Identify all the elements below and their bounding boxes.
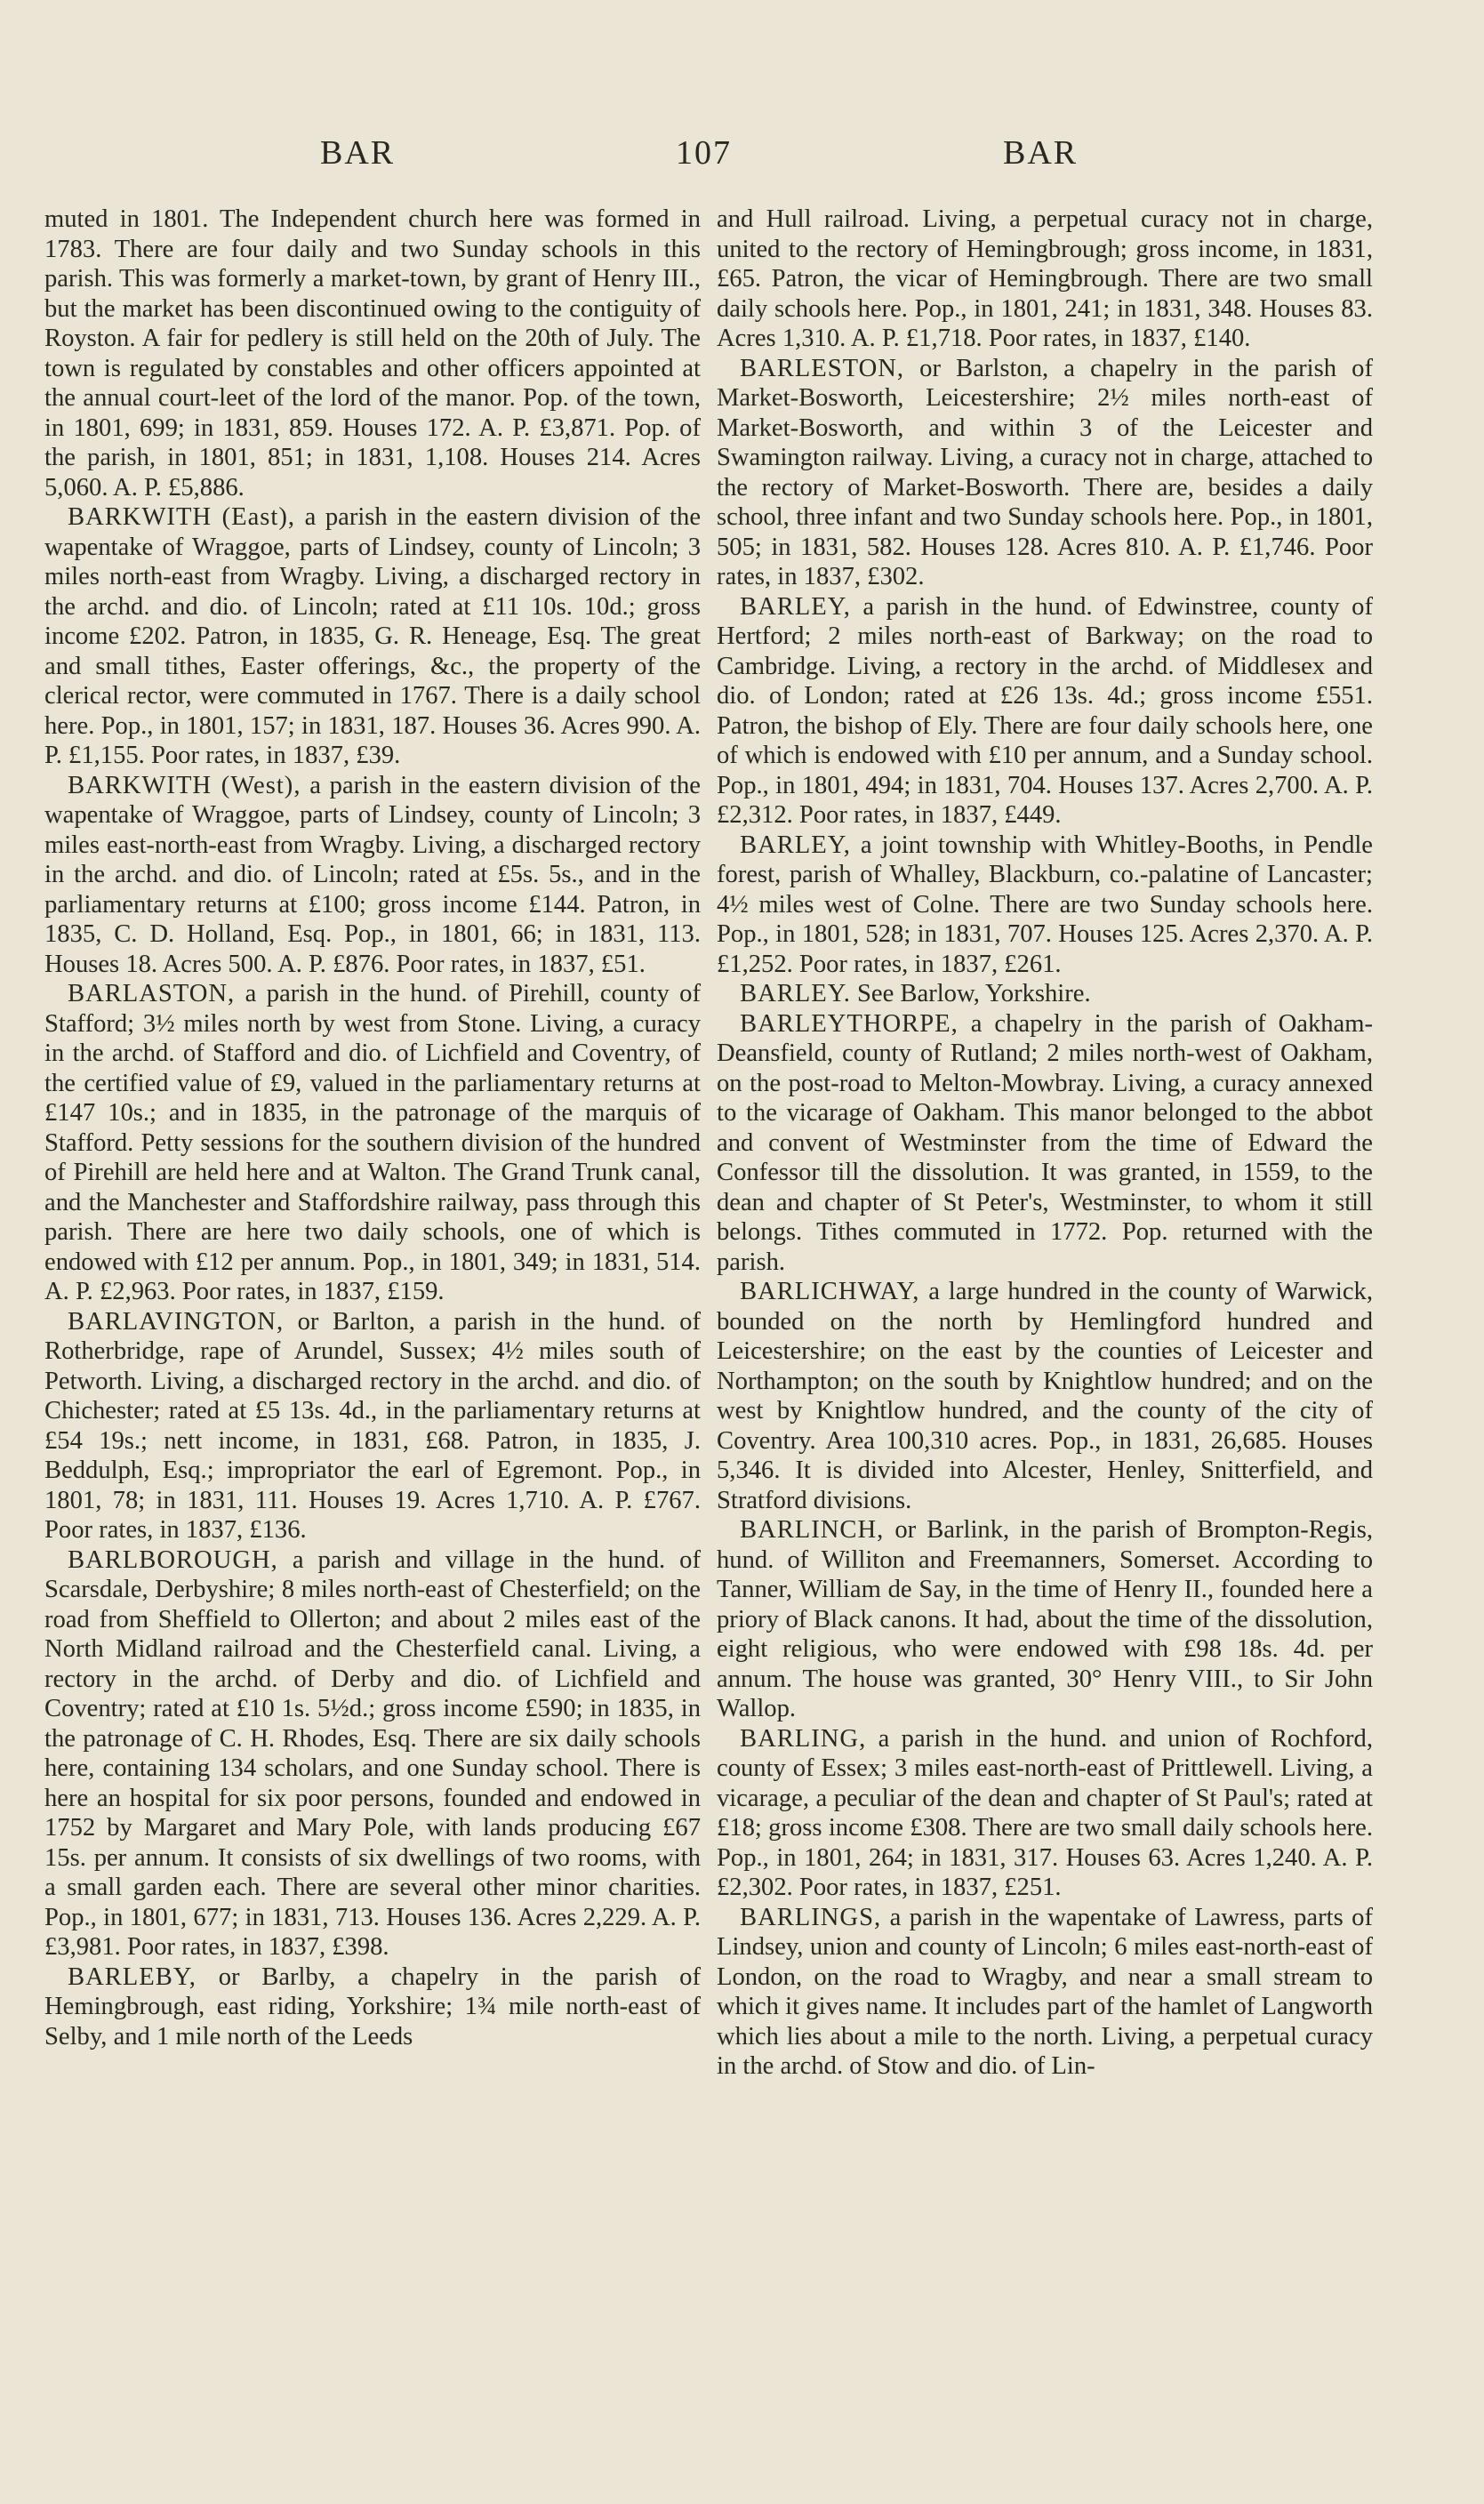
entry-headword: BARLESTON, xyxy=(740,354,905,382)
entry-headword: BARLINGS, xyxy=(740,1903,882,1931)
left-column xyxy=(44,205,701,2051)
page-number: 107 xyxy=(676,134,732,172)
entry-headword: BARLEBY, xyxy=(68,1962,197,1991)
gazetteer-entry xyxy=(717,831,1373,980)
gazetteer-entry xyxy=(44,502,701,771)
gazetteer-entry xyxy=(717,979,1373,1009)
entry-text: a parish in the eastern division of the wapentake of Wraggoe, parts of Lindsey, county of Lincoln; 3 miles east-north-east from Wragby. Living, a discharged rectory in the archd. and dio. of Lincoln; rated at £5s. 5s., and in the parliamentary returns at £100; gross income £144. Patron, in 1835, C. D. Holland, Esq. Pop., in 1801, 66; in 1831, 113. Houses 18. Acres 500. A. P. £876. Poor rates, in 1837, £51. xyxy=(44,771,701,978)
gazetteer-entry xyxy=(717,1515,1373,1724)
entry-text: a parish and village in the hund. of Scarsdale, Derbyshire; 8 miles north-east of Chesterfield; on the road from Sheffield to Ollerton; and about 2 miles east of the North Midland railroad and the Chesterfield canal. Living, a rectory in the archd. of Derby and dio. of Lichfield and Coventry; rated at £10 1s. 5½d.; gross income £590; in 1835, in the patronage of C. H. Rhodes, Esq. There are six daily schools here, containing 134 scholars, and one Sunday school. There is here an hospital for six poor persons, founded and endowed in 1752 by Margaret and Mary Pole, with lands producing £67 15s. per annum. It consists of six dwellings of two rooms, with a small garden each. There are several other minor charities. Pop., in 1801, 677; in 1831, 713. Houses 136. Acres 2,229. A. P. £3,981. Poor rates, in 1837, £398. xyxy=(44,1545,701,1961)
gazetteer-entry xyxy=(717,1903,1373,2082)
entry-text: a parish in the hund. and union of Rochford, county of Essex; 3 miles east-north-east of Prittlewell. Living, a vicarage, a peculiar of the dean and chapter of St Paul's; rated at £18; gross income £308. There are two small daily schools here. Pop., in 1801, 264; in 1831, 317. Houses 63. Acres 1,240. A. P. £2,302. Poor rates, in 1837, £251. xyxy=(717,1724,1373,1901)
entry-text: muted in 1801. The Independent church here was formed in 1783. There are four daily and two Sunday schools in this parish. This was formerly a market-town, by grant of Henry III., but the market has been discontinued owing to the contiguity of Royston. A fair for pedlery is still held on the 20th of July. The town is regulated by constables and other officers appointed at the annual court-leet of the lord of the manor. Pop. of the town, in 1801, 699; in 1831, 859. Houses 172. A. P. £3,871. Pop. of the parish, in 1801, 851; in 1831, 1,108. Houses 214. Acres 5,060. A. P. £5,886. xyxy=(44,205,701,502)
gazetteer-entry xyxy=(717,1009,1373,1278)
entry-headword: BARKWITH (West), xyxy=(68,771,301,799)
entry-text: a chapelry in the parish of Oakham-Deansfield, county of Rutland; 2 miles north-west of Oakham, on the post-road to Melton-Mowbray. Living, a curacy annexed to the vicarage of Oakham. This manor belonged to the abbot and convent of Westminster from the time of Edward the Confessor till the dissolution. It was granted, in 1559, to the dean and chapter of St Peter's, Westminster, to whom it still belongs. Tithes commuted in 1772. Pop. returned with the parish. xyxy=(717,1009,1373,1276)
entry-text: or Barlink, in the parish of Brompton-Regis, hund. of Williton and Freemanners, Somerset. According to Tanner, William de Say, in the time of Henry II., founded here a priory of Black canons. It had, about the time of the dissolution, eight religious, who were endowed with £98 18s. 4d. per annum. The house was granted, 30° Henry VIII., to Sir John Wallop. xyxy=(717,1516,1373,1722)
entry-headword: BARLAVINGTON, xyxy=(68,1307,285,1336)
gazetteer-entry xyxy=(44,979,701,1307)
entry-text: a parish in the wapentake of Lawress, parts of Lindsey, union and county of Lincoln; 6 miles east-north-east of London, on the road to Wragby, and near a small stream to which it gives name. It includes part of the hamlet of Langworth which lies about a mile to the north. Living, a perpetual curacy in the archd. of Stow and dio. of Lin- xyxy=(717,1903,1373,2080)
gazetteer-entry xyxy=(717,354,1373,592)
right-column xyxy=(717,205,1373,2082)
entry-text: a large hundred in the county of Warwick, bounded on the north by Hemlingford hundred and Leicestershire; on the east by the counties of Leicester and Northampton; on the south by Knightlow hundred; and on the west by Knightlow hundred, and the county of the city of Coventry. Area 100,310 acres. Pop., in 1831, 26,685. Houses 5,346. It is divided into Alcester, Henley, Snitterfield, and Stratford divisions. xyxy=(717,1278,1373,1514)
running-head-left: BAR xyxy=(320,134,396,172)
entry-continuation xyxy=(44,205,701,502)
entry-text: a parish in the hund. of Pirehill, county of Stafford; 3½ miles north by west from Stone. Living, a curacy in the archd. of Stafford and dio. of Lichfield and Coventry, of the certified value of £9, valued in the parliamentary returns at £147 10s.; and in 1835, in the patronage of the marquis of Stafford. Petty sessions for the southern division of the hundred of Pirehill are held here and at Walton. The Grand Trunk canal, and the Manchester and Staffordshire railway, pass through this parish. There are here two daily schools, one of which is endowed with £12 per annum. Pop., in 1801, 349; in 1831, 514. A. P. £2,963. Poor rates, in 1837, £159. xyxy=(44,980,701,1305)
entry-continuation xyxy=(717,205,1373,354)
entry-headword: BARLICHWAY, xyxy=(740,1278,920,1305)
gazetteer-entry xyxy=(717,592,1373,831)
entry-headword: BARKWITH (East), xyxy=(68,503,296,531)
entry-text: or Barlby, a chapelry in the parish of Hemingbrough, east riding, Yorkshire; 1¾ mile north-east of Selby, and 1 mile north of the Leeds xyxy=(44,1962,701,2051)
entry-headword: BARLASTON, xyxy=(68,980,236,1007)
entry-text: a parish in the eastern division of the wapentake of Wraggoe, parts of Lindsey, county of Lincoln; 3 miles north-east from Wragby. Living, a discharged rectory in the archd. and dio. of Lincoln; rated at £11 10s. 10d.; gross income £202. Patron, in 1835, G. R. Heneage, Esq. The great and small tithes, Easter offerings, &c., the property of the clerical rector, were commuted in 1767. There is a daily school here. Pop., in 1801, 157; in 1831, 187. Houses 36. Acres 990. A. P. £1,155. Poor rates, in 1837, £39. xyxy=(44,503,702,769)
entry-headword: BARLING, xyxy=(740,1724,867,1753)
entry-headword: BARLEY, xyxy=(740,831,851,859)
entry-text: a parish in the hund. of Edwinstree, county of Hertford; 2 miles north-east of Barkway; on the road to Cambridge. Living, a rectory in the archd. of Middlesex and dio. of London; rated at £26 13s. 4d.; gross income £551. Patron, the bishop of Ely. There are four daily schools here, one of which is endowed with £10 per annum, and a Sunday school. Pop., in 1801, 494; in 1831, 704. Houses 137. Acres 2,700. A. P. £2,312. Poor rates, in 1837, £449. xyxy=(717,592,1373,829)
entry-headword: BARLEY, xyxy=(740,592,851,621)
gazetteer-entry xyxy=(44,1307,701,1545)
gazetteer-entry xyxy=(44,771,701,980)
running-head-right: BAR xyxy=(1003,134,1079,172)
gazetteer-entry xyxy=(717,1277,1373,1515)
entry-headword: BARLINCH, xyxy=(740,1516,885,1544)
entry-text: or Barlston, a chapelry in the parish of Market-Bosworth, Leicestershire; 2½ miles north-east of Market-Bosworth, and within 3 of the Leicester and Swamington railway. Living, a curacy not in charge, attached to the rectory of Market-Bosworth. There are, besides a daily school, three infant and two Sunday schools here. Pop., in 1801, 505; in 1831, 582. Houses 128. Acres 810. A. P. £1,746. Poor rates, in 1837, £302. xyxy=(717,354,1373,590)
gazetteer-entry xyxy=(717,1724,1373,1903)
gazetteer-entry xyxy=(44,1962,701,2052)
entry-text: and Hull railroad. Living, a perpetual curacy not in charge, united to the rectory of Hemingbrough; gross income, in 1831, £65. Patron, the vicar of Hemingbrough. There are two small daily schools here. Pop., in 1801, 241; in 1831, 348. Houses 83. Acres 1,310. A. P. £1,718. Poor rates, in 1837, £140. xyxy=(717,205,1373,352)
entry-headword: BARLBOROUGH, xyxy=(68,1545,278,1574)
entry-headword: BARLEYTHORPE, xyxy=(740,1009,959,1038)
entry-text: or Barlton, a parish in the hund. of Rotherbridge, rape of Arundel, Sussex; 4½ miles south of Petworth. Living, a discharged rectory in the archd. and dio. of Chichester; rated at £5 13s. 4d., in the parliamentary returns at £54 19s.; nett income, in 1831, £68. Patron, in 1835, J. Beddulph, Esq.; impropriator the earl of Egremont. Pop., in 1801, 78; in 1831, 111. Houses 19. Acres 1,710. A. P. £767. Poor rates, in 1837, £136. xyxy=(44,1307,701,1544)
entry-text: a joint township with Whitley-Booths, in Pendle forest, parish of Whalley, Blackburn, co.-palatine of Lancaster; 4½ miles west of Colne. There are two Sunday schools here. Pop., in 1801, 528; in 1831, 707. Houses 125. Acres 2,370. A. P. £1,252. Poor rates, in 1837, £261. xyxy=(717,831,1373,978)
gazetteer-entry xyxy=(44,1545,701,1962)
entry-headword: BARLEY. xyxy=(740,980,851,1007)
entry-text: See Barlow, Yorkshire. xyxy=(850,980,1091,1007)
